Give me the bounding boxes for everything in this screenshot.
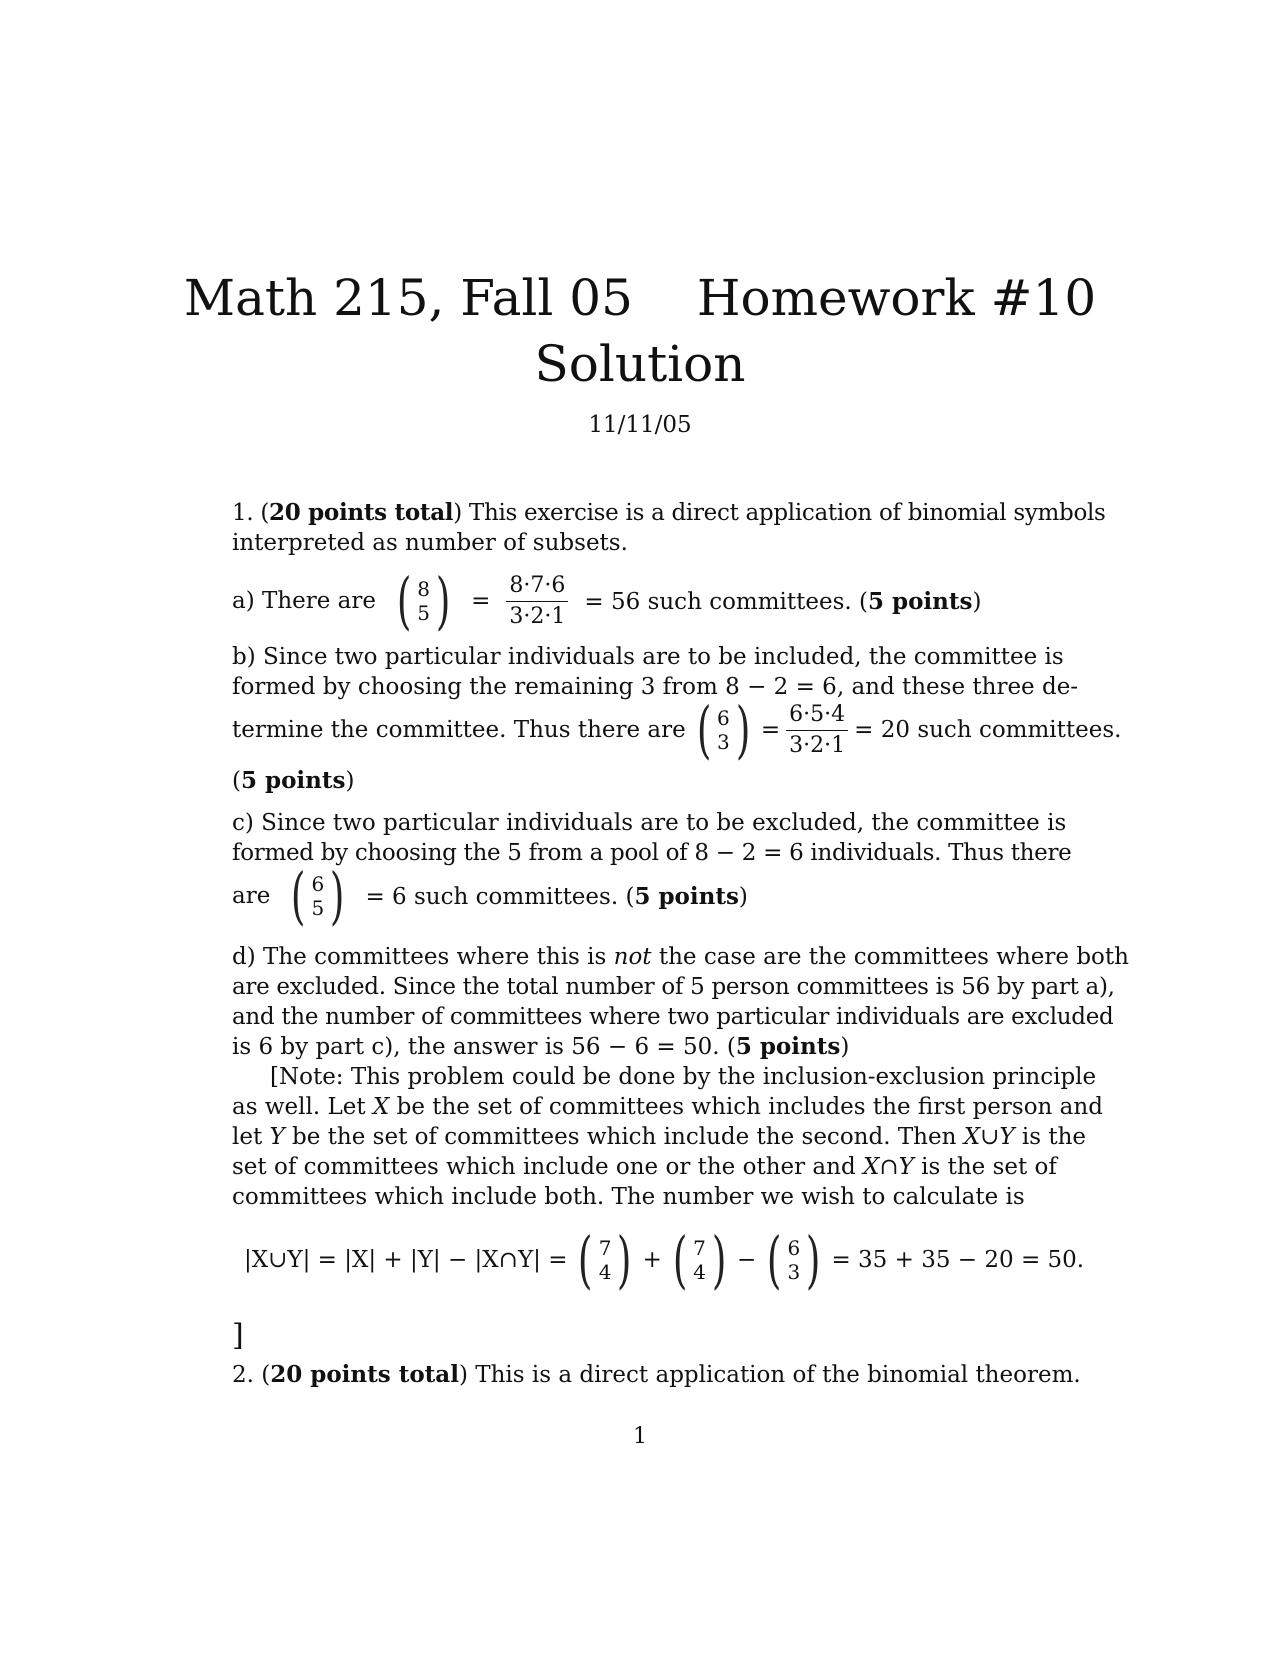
part-b-line2: formed by choosing the remaining 3 from 8 − 2 = 6, and these three de-	[232, 674, 1079, 700]
fraction-a: $\frac{8\cdot 7\cdot 6}{3\cdot 2\cdot 1}$	[506, 573, 568, 630]
homework-title: Homework #10	[696, 269, 1097, 327]
note-line2: as well. Let X be the set of committees which includes the first person and	[232, 1094, 1103, 1120]
inclusion-exclusion-formula: |X∪Y| = |X| + |Y| − |X∩Y| = ( 7 4 ) + ( 7 4 ) − ( 6 3 ) = 35 + 35 − 20 = 50.	[244, 1223, 1085, 1296]
part-a: a) There are ( 8 5 ) = $\frac{8\cdot 7\cdot 6}{3\cdot 2\cdot 1}$ = 56 such committees. (5 points)	[232, 564, 982, 637]
problem1-intro-line1: 1. (20 points total) This exercise is a direct application of binomial symbols	[232, 499, 1106, 526]
problem2-intro: 2. (20 points total) This is a direct application of the binomial theorem.	[232, 1361, 1081, 1388]
document-date: 11/11/05	[588, 412, 692, 438]
fraction-b: $\frac{6\cdot 5\cdot 4}{3\cdot 2\cdot 1}$	[786, 702, 848, 759]
binomial-8-5: ( 8 5 )	[396, 564, 451, 637]
part-b-line3: termine the committee. Thus there are ( 6 3 ) = $\frac{6\cdot 5\cdot 4}{3\cdot 2\cdot 1}$ = 20 such committees.	[232, 693, 1122, 766]
part-a-result: = 56 such committees. (5 points)	[584, 587, 982, 615]
note-line4: set of committees which include one or the other and X∩Y is the set of	[232, 1154, 1057, 1180]
note-close-bracket: ]	[232, 1318, 244, 1353]
part-c-line3: are ( 6 5 ) = 6 such committees. (5 points)	[232, 859, 748, 932]
part-c-line2: formed by choosing the 5 from a pool of 8 − 2 = 6 individuals. Thus there	[232, 840, 1072, 866]
part-b-points: (5 points)	[232, 767, 355, 794]
course-name: Math 215, Fall 05	[183, 269, 633, 327]
part-a-prefix: a) There are	[232, 588, 376, 614]
note-line3: let Y be the set of committees which include the second. Then X∪Y is the	[232, 1124, 1087, 1150]
document-title	[0, 268, 1280, 328]
problem1-intro-line2: interpreted as number of subsets.	[232, 530, 628, 556]
document-subtitle: Solution	[534, 335, 746, 393]
page-number: 1	[633, 1424, 647, 1449]
note-line1: [Note: This problem could be done by the inclusion-exclusion principle	[270, 1064, 1097, 1090]
part-d-line1: d) The committees where this is not the case are the committees where both	[232, 944, 1129, 970]
part-b-line1: b) Since two particular individuals are to be included, the committee is	[232, 644, 1064, 670]
part-d-line3: and the number of committees where two particular individuals are excluded	[232, 1004, 1114, 1030]
part-c-line1: c) Since two particular individuals are to be excluded, the committee is	[232, 810, 1067, 836]
binomial-6-3: ( 6 3 )	[696, 693, 751, 766]
binomial-6-3-formula: ( 6 3 )	[767, 1223, 821, 1296]
problem2-points-total: 20 points total	[270, 1361, 459, 1388]
note-line5: committees which include both. The number we wish to calculate is	[232, 1184, 1025, 1210]
binomial-6-5: ( 6 5 )	[291, 859, 345, 932]
part-d-line4: is 6 by part c), the answer is 56 − 6 = 50. (5 points)	[232, 1033, 850, 1060]
binomial-7-4-second: ( 7 4 )	[672, 1223, 727, 1296]
part-d-line2: are excluded. Since the total number of 5 person committees is 56 by part a),	[232, 974, 1115, 1000]
problem1-points-total: 20 points total	[269, 499, 454, 526]
binomial-7-4-first: ( 7 4 )	[578, 1223, 632, 1296]
